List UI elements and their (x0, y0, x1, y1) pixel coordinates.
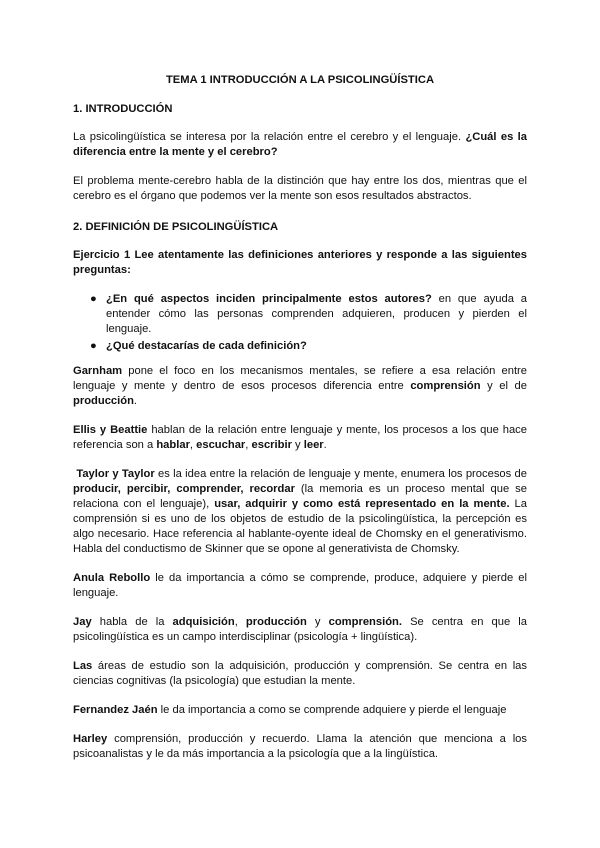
keyword: producción (245, 616, 307, 628)
exercise-prompt: Ejercicio 1 Lee atentamente las definiciones anteriores y responde a las siguientes preguntas: (73, 249, 527, 276)
author-name: Taylor y Taylor (76, 468, 155, 480)
keyword: producción (73, 395, 134, 407)
author-name: Las (73, 660, 93, 672)
author-name: Fernandez Jaén (73, 704, 158, 716)
keyword: comprensión (410, 380, 481, 392)
jay-paragraph (73, 615, 527, 645)
author-name: Jay (73, 616, 92, 628)
question-2: ¿Qué destacarías de cada definición? (106, 340, 307, 352)
anula-paragraph (73, 571, 527, 601)
paragraph-text: . (323, 439, 327, 451)
paragraph-text: áreas de estudio son la adquisición, producción y comprensión. Se centra en las ciencias cognitivas (la psicología) que estudian la mente. (73, 660, 527, 687)
keyword: escribir (251, 439, 292, 451)
author-name: Anula Rebollo (73, 572, 151, 584)
keyword: usar, adquirir y como está representado en la mente. (214, 498, 510, 510)
mind-brain-paragraph: El problema mente-cerebro habla de la distinción que hay entre los dos, mientras que el cerebro es el órgano que podemos ver la mente son esos resultados abstractos. (73, 175, 527, 202)
paragraph-text: y (306, 616, 329, 628)
paragraph-text: es la idea entre la relación de lenguaje y mente, enumera los procesos de (154, 468, 527, 480)
taylor-paragraph (73, 467, 527, 557)
document-title: TEMA 1 INTRODUCCIÓN A LA PSICOLINGÜÍSTICA (165, 74, 435, 86)
paragraph-text: pone el foco en los mecanismos mentales, se refiere a esa relación entre lenguaje y mente y dentro de esos procesos diferencia entre (73, 365, 527, 392)
question-list (73, 292, 527, 356)
paragraph-text: comprensión, producción y recuerdo. Llama la atención que menciona a los psicoanalistas y le da más importancia a la psicología que a la lingüística. (73, 733, 527, 760)
list-item (73, 292, 527, 337)
harley-paragraph (73, 732, 527, 762)
author-name: Ellis y Beattie (73, 424, 148, 436)
paragraph-text: le da importancia a como se comprende adquiere y pierde el lenguaje (157, 704, 507, 716)
keyword: producir, percibir, comprender, recordar (73, 483, 295, 495)
las-paragraph (73, 659, 527, 689)
paragraph-text: , (245, 439, 252, 451)
keyword: comprensión. (328, 616, 402, 628)
list-item (73, 339, 527, 354)
paragraph-text: le da importancia a cómo se comprende, produce, adquiere y pierde el lenguaje. (73, 572, 527, 599)
author-name: Harley (73, 733, 108, 745)
keyword: escuchar (196, 439, 246, 451)
keyword: leer (303, 439, 324, 451)
paragraph-text: , (234, 616, 246, 628)
paragraph-text: La comprensión si es uno de los objetos de estudio de la psicolingüística, la percepción es algo necesario. Hace referencia al hablante-oyente ideal de Chomsky en el generativismo. Habla del conductismo de Skinner que se opone al generativista de Chomsky. (73, 498, 527, 555)
keyword: hablar (156, 439, 190, 451)
paragraph-text: (la memoria es un proceso mental que se relaciona con el lenguaje), (73, 483, 527, 510)
question-1-answer: en que ayuda a entender cómo las personas comprenden adquieren, producen y pierden el lenguaje. (106, 293, 527, 335)
section-heading-definicion: 2. DEFINICIÓN DE PSICOLINGÜÍSTICA (73, 221, 279, 233)
paragraph-text: habla de la (91, 616, 173, 628)
fernandez-paragraph (73, 703, 527, 718)
bullet-icon: ● (90, 340, 97, 352)
paragraph-text: hablan de la relación entre lenguaje y mente, los procesos a los que hace referencia son a (73, 424, 527, 451)
author-name: Garnham (73, 365, 123, 377)
paragraph-text: . (133, 395, 138, 407)
paragraph-text: y (291, 439, 304, 451)
paragraph-text: Se centra en que la psicolingüística es un campo interdisciplinar (psicología + lingüística). (73, 616, 528, 643)
section-heading-introduccion: 1. INTRODUCCIÓN (73, 103, 173, 115)
paragraph-text: y el de (480, 380, 527, 392)
ellis-paragraph (73, 423, 527, 453)
question-1: ¿En qué aspectos inciden principalmente estos autores? (106, 293, 432, 305)
intro-paragraph (73, 130, 527, 160)
bullet-icon: ● (90, 293, 97, 305)
paragraph-text: , (189, 439, 197, 451)
intro-text: La psicolingüística se interesa por la relación entre el cerebro y el lenguaje. (73, 131, 466, 143)
garnham-paragraph (73, 364, 527, 409)
keyword: adquisición (172, 616, 235, 628)
intro-question: ¿Cuál es la diferencia entre la mente y el cerebro? (73, 131, 527, 158)
